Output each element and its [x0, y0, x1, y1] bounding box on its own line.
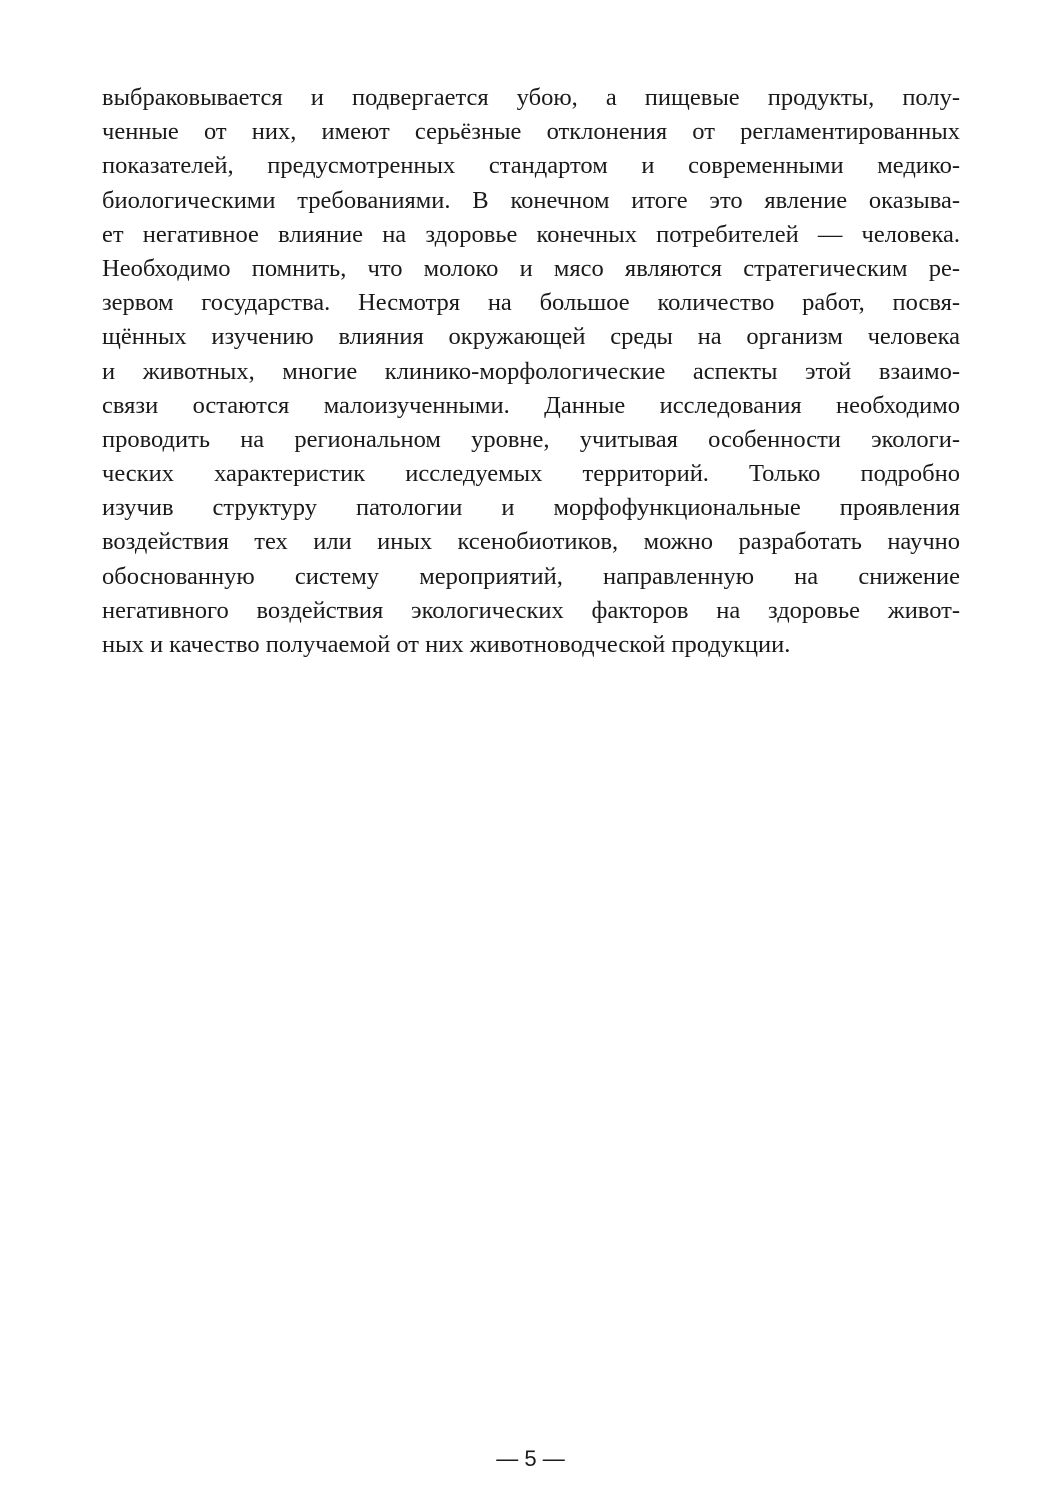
- text-line: ческих характеристик исследуемых территорий. Только подробно: [102, 460, 960, 488]
- text-line: показателей, предусмотренных стандартом и современными медико-: [102, 152, 960, 180]
- text-line: Необходимо помнить, что молоко и мясо являются стратегическим ре-: [102, 254, 960, 282]
- text-line: ет негативное влияние на здоровье конечных потребителей — человека.: [102, 220, 960, 248]
- text-line: биологическими требованиями. В конечном итоге это явление оказыва-: [102, 186, 960, 214]
- text-line: проводить на региональном уровне, учитывая особенности экологи-: [102, 425, 960, 453]
- text-line: щённых изучению влияния окружающей среды на организм человека: [102, 323, 960, 351]
- page-number: — 5 —: [496, 1446, 565, 1471]
- text-line: воздействия тех или иных ксенобиотиков, можно разработать научно: [102, 528, 960, 556]
- text-line: и животных, многие клинико-морфологические аспекты этой взаимо-: [102, 357, 960, 385]
- text-line: изучив структуру патологии и морфофункциональные проявления: [102, 494, 960, 522]
- text-line: выбраковывается и подвергается убою, а пищевые продукты, полу-: [102, 84, 960, 111]
- text-line: обоснованную систему мероприятий, направленную на снижение: [102, 562, 960, 590]
- body-paragraph: [102, 81, 960, 662]
- text-line: зервом государства. Несмотря на большое количество работ, посвя-: [102, 289, 960, 317]
- text-line: связи остаются малоизученными. Данные исследования необходимо: [102, 391, 960, 419]
- text-line: негативного воздействия экологических факторов на здоровье живот-: [102, 596, 960, 624]
- text-line: ченные от них, имеют серьёзные отклонения от регламентированных: [102, 118, 960, 146]
- text-line: ных и качество получаемой от них животноводческой продукции.: [102, 631, 791, 658]
